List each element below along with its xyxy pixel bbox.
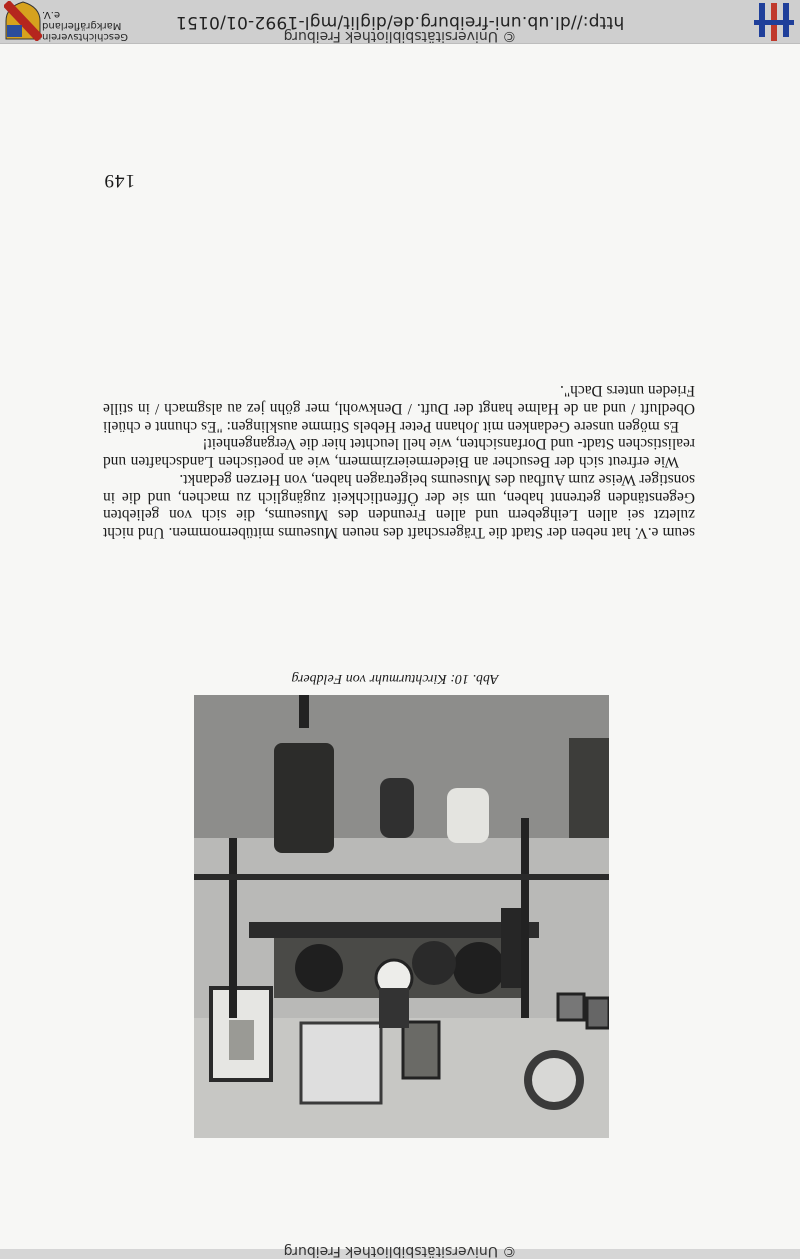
library-copyright: © Universitätsbibliothek Freiburg <box>283 28 517 44</box>
permalink-url[interactable]: http://dl.ub.uni-freiburg.de/diglit/mgl-1992-01/0151 <box>175 12 625 32</box>
paragraph: Wie erfreut sich der Besucher an Biedermeierzimmern, wie an poetischen Landschaften und realistischen Stadt- und Dorfansichten, wie hell leuchtet hier die Vergangenheit! <box>103 435 695 471</box>
page-number: 149 <box>103 170 135 191</box>
figure-caption: Abb. 10: Kirchturmuhr von Feldberg <box>291 671 499 686</box>
tower-clock-photograph <box>194 695 609 1138</box>
body-text <box>103 382 695 541</box>
adjacent-copyright: © Universitätsbibliothek Freiburg <box>283 1243 517 1259</box>
paragraph: seum e.V. hat neben der Stadt die Trägerschaft des neuen Museums mitübernommen. Und nicht zuletzt sei allen Leihgebern und allen Freunden des Museums, die sich von geliebten Gegenständen getrennt haben, um sie der Öffentlichkeit zugänglich zu machen, und die in sonstiger Weise zum Aufbau des Museums beigetragen haben, von Herzen gedankt. <box>103 470 695 541</box>
paragraph: Es mögen unsere Gedanken mit Johann Peter Hebels Stimme ausklingen: "Es chunnt e chüeli Obedluft / und an de Halme hangt der Duft. / Denkwohl, mer göhn jez au alsgmach / in stille Frieden unters Dach". <box>103 382 695 435</box>
tower-clock-photo-illustration <box>194 695 609 1138</box>
society-crest-icon <box>4 1 42 41</box>
society-name: Geschichtsverein Markgräflerland e.V. <box>42 9 128 42</box>
